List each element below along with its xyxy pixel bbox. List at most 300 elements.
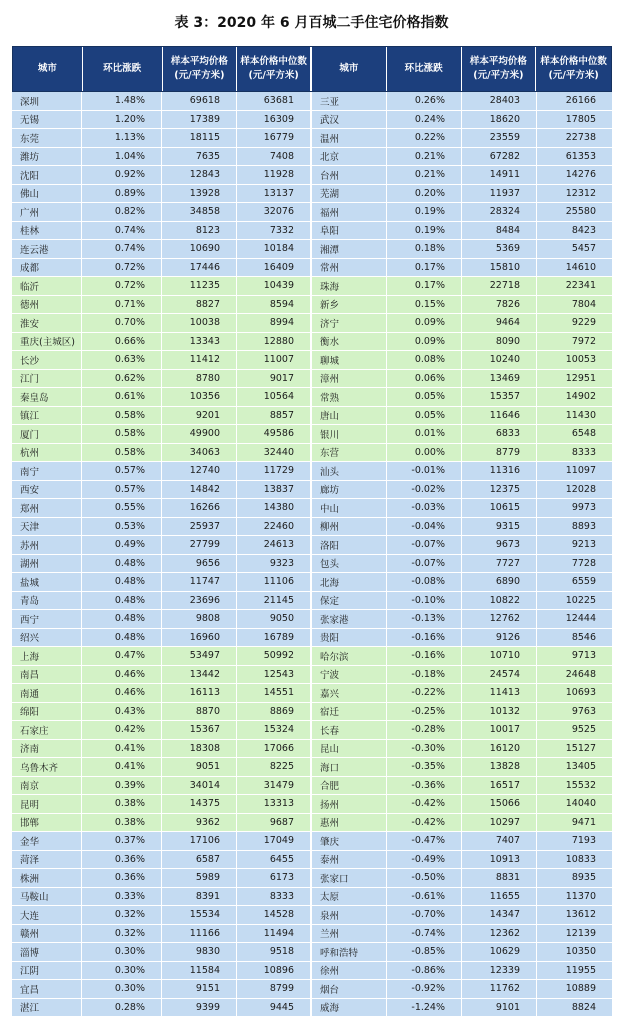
right-mom-change-cell: 0.05%	[387, 388, 462, 407]
right-mom-change-cell: 0.05%	[387, 407, 462, 426]
right-city-cell: 张家口	[312, 869, 387, 888]
table-row	[12, 647, 612, 666]
left-mom-change-cell: 0.37%	[82, 832, 162, 851]
left-avg-price-cell: 17389	[162, 111, 237, 130]
table-row	[12, 814, 612, 833]
right-median-price-cell: 7193	[537, 832, 612, 851]
right-median-price-cell: 14610	[537, 259, 612, 278]
right-mom-change-cell: 0.20%	[387, 185, 462, 204]
right-mom-change-cell: 0.21%	[387, 166, 462, 185]
right-city-cell: 包头	[312, 555, 387, 574]
right-avg-price-cell: 15357	[462, 388, 537, 407]
left-mom-change-cell: 0.57%	[82, 481, 162, 500]
right-avg-price-cell: 7407	[462, 832, 537, 851]
left-city-cell: 德州	[12, 296, 82, 315]
table-row	[12, 277, 612, 296]
left-avg-price-cell: 8391	[162, 888, 237, 907]
left-median-price-cell: 8799	[237, 980, 312, 999]
right-median-price-cell: 11430	[537, 407, 612, 426]
right-median-price-cell: 8546	[537, 629, 612, 648]
left-mom-change-cell: 0.92%	[82, 166, 162, 185]
left-city-cell: 江阴	[12, 962, 82, 981]
right-median-price-cell: 10889	[537, 980, 612, 999]
right-avg-price-cell: 12339	[462, 962, 537, 981]
table-row	[12, 166, 612, 185]
left-median-price-cell: 16409	[237, 259, 312, 278]
right-mom-change-cell: 0.21%	[387, 148, 462, 167]
right-mom-change-cell: -0.86%	[387, 962, 462, 981]
right-avg-price-cell: 9126	[462, 629, 537, 648]
left-median-price-cell: 16789	[237, 629, 312, 648]
right-mom-change-cell: -0.10%	[387, 592, 462, 611]
left-city-cell: 苏州	[12, 536, 82, 555]
right-mom-change-cell: 0.09%	[387, 333, 462, 352]
table-row	[12, 444, 612, 463]
right-median-price-cell: 11370	[537, 888, 612, 907]
table-row	[12, 925, 612, 944]
left-median-price-cell: 14528	[237, 906, 312, 925]
right-avg-price-cell: 28324	[462, 203, 537, 222]
right-median-price-cell: 14902	[537, 388, 612, 407]
right-avg-price-cell: 5369	[462, 240, 537, 259]
right-median-price-cell: 9525	[537, 721, 612, 740]
right-median-price-cell: 12312	[537, 185, 612, 204]
table-row	[12, 573, 612, 592]
left-median-price-cell: 11729	[237, 462, 312, 481]
right-city-cell: 张家港	[312, 610, 387, 629]
right-median-price-cell: 8935	[537, 869, 612, 888]
left-avg-price-cell: 53497	[162, 647, 237, 666]
right-avg-price-cell: 10017	[462, 721, 537, 740]
right-city-cell: 烟台	[312, 980, 387, 999]
left-median-price-cell: 11007	[237, 351, 312, 370]
right-median-price-cell: 8333	[537, 444, 612, 463]
left-mom-change-cell: 0.58%	[82, 425, 162, 444]
left-avg-price-cell: 15534	[162, 906, 237, 925]
table-row	[12, 388, 612, 407]
table-row	[12, 148, 612, 167]
right-mom-change-cell: -0.04%	[387, 518, 462, 537]
right-avg-price-cell: 11655	[462, 888, 537, 907]
right-mom-change-cell: -0.03%	[387, 499, 462, 518]
left-avg-price-cell: 12740	[162, 462, 237, 481]
header-mom-change-right: 环比涨跌	[387, 47, 462, 91]
left-city-cell: 西安	[12, 481, 82, 500]
right-median-price-cell: 9973	[537, 499, 612, 518]
right-mom-change-cell: -0.25%	[387, 703, 462, 722]
left-mom-change-cell: 0.42%	[82, 721, 162, 740]
right-median-price-cell: 22341	[537, 277, 612, 296]
left-city-cell: 无锡	[12, 111, 82, 130]
right-mom-change-cell: 0.19%	[387, 203, 462, 222]
right-city-cell: 聊城	[312, 351, 387, 370]
right-median-price-cell: 8893	[537, 518, 612, 537]
right-avg-price-cell: 14911	[462, 166, 537, 185]
left-median-price-cell: 24613	[237, 536, 312, 555]
right-city-cell: 徐州	[312, 962, 387, 981]
left-city-cell: 乌鲁木齐	[12, 758, 82, 777]
left-city-cell: 西宁	[12, 610, 82, 629]
right-avg-price-cell: 9464	[462, 314, 537, 333]
right-city-cell: 衡水	[312, 333, 387, 352]
right-median-price-cell: 15532	[537, 777, 612, 796]
header-avg-price: 样本平均价格 (元/平方米)	[163, 47, 238, 91]
left-median-price-cell: 7408	[237, 148, 312, 167]
left-mom-change-cell: 0.38%	[82, 814, 162, 833]
left-median-price-cell: 9518	[237, 943, 312, 962]
left-mom-change-cell: 0.48%	[82, 629, 162, 648]
right-city-cell: 兰州	[312, 925, 387, 944]
right-avg-price-cell: 7727	[462, 555, 537, 574]
left-city-cell: 临沂	[12, 277, 82, 296]
left-median-price-cell: 13837	[237, 481, 312, 500]
right-avg-price-cell: 10710	[462, 647, 537, 666]
right-avg-price-cell: 16120	[462, 740, 537, 759]
right-city-cell: 昆山	[312, 740, 387, 759]
right-mom-change-cell: 0.15%	[387, 296, 462, 315]
right-mom-change-cell: -0.42%	[387, 795, 462, 814]
right-city-cell: 常州	[312, 259, 387, 278]
right-median-price-cell: 9471	[537, 814, 612, 833]
right-mom-change-cell: -0.07%	[387, 536, 462, 555]
table-row	[12, 425, 612, 444]
table-row	[12, 536, 612, 555]
right-mom-change-cell: -0.01%	[387, 462, 462, 481]
right-median-price-cell: 10833	[537, 851, 612, 870]
right-city-cell: 新乡	[312, 296, 387, 315]
left-city-cell: 潍坊	[12, 148, 82, 167]
table-row	[12, 111, 612, 130]
right-median-price-cell: 25580	[537, 203, 612, 222]
left-mom-change-cell: 0.41%	[82, 740, 162, 759]
right-city-cell: 廊坊	[312, 481, 387, 500]
left-mom-change-cell: 0.70%	[82, 314, 162, 333]
table-row	[12, 185, 612, 204]
left-city-cell: 金华	[12, 832, 82, 851]
left-mom-change-cell: 0.62%	[82, 370, 162, 389]
left-median-price-cell: 9017	[237, 370, 312, 389]
left-mom-change-cell: 0.41%	[82, 758, 162, 777]
left-avg-price-cell: 34063	[162, 444, 237, 463]
right-avg-price-cell: 13469	[462, 370, 537, 389]
right-median-price-cell: 15127	[537, 740, 612, 759]
table-row	[12, 129, 612, 148]
left-median-price-cell: 6173	[237, 869, 312, 888]
left-mom-change-cell: 1.04%	[82, 148, 162, 167]
left-mom-change-cell: 0.36%	[82, 851, 162, 870]
left-mom-change-cell: 0.49%	[82, 536, 162, 555]
table-row	[12, 703, 612, 722]
left-avg-price-cell: 11166	[162, 925, 237, 944]
left-mom-change-cell: 0.48%	[82, 573, 162, 592]
left-avg-price-cell: 9656	[162, 555, 237, 574]
left-median-price-cell: 8857	[237, 407, 312, 426]
left-city-cell: 赣州	[12, 925, 82, 944]
left-avg-price-cell: 13442	[162, 666, 237, 685]
right-city-cell: 嘉兴	[312, 684, 387, 703]
table-row	[12, 851, 612, 870]
left-median-price-cell: 7332	[237, 222, 312, 241]
left-mom-change-cell: 0.71%	[82, 296, 162, 315]
left-city-cell: 重庆(主城区)	[12, 333, 82, 352]
left-mom-change-cell: 0.74%	[82, 240, 162, 259]
left-city-cell: 绵阳	[12, 703, 82, 722]
right-median-price-cell: 10350	[537, 943, 612, 962]
right-mom-change-cell: -0.47%	[387, 832, 462, 851]
right-mom-change-cell: -0.22%	[387, 684, 462, 703]
right-median-price-cell: 13612	[537, 906, 612, 925]
left-city-cell: 盐城	[12, 573, 82, 592]
left-mom-change-cell: 0.32%	[82, 925, 162, 944]
left-city-cell: 镇江	[12, 407, 82, 426]
left-mom-change-cell: 1.20%	[82, 111, 162, 130]
left-city-cell: 石家庄	[12, 721, 82, 740]
right-median-price-cell: 11097	[537, 462, 612, 481]
right-avg-price-cell: 11937	[462, 185, 537, 204]
left-median-price-cell: 31479	[237, 777, 312, 796]
table-row	[12, 592, 612, 611]
right-mom-change-cell: -0.49%	[387, 851, 462, 870]
left-median-price-cell: 8994	[237, 314, 312, 333]
right-avg-price-cell: 10132	[462, 703, 537, 722]
table-row	[12, 240, 612, 259]
right-avg-price-cell: 8090	[462, 333, 537, 352]
left-avg-price-cell: 10356	[162, 388, 237, 407]
left-mom-change-cell: 0.28%	[82, 999, 162, 1017]
right-city-cell: 三亚	[312, 92, 387, 111]
left-median-price-cell: 32076	[237, 203, 312, 222]
right-city-cell: 海口	[312, 758, 387, 777]
right-avg-price-cell: 9673	[462, 536, 537, 555]
right-avg-price-cell: 18620	[462, 111, 537, 130]
left-avg-price-cell: 9201	[162, 407, 237, 426]
right-avg-price-cell: 8831	[462, 869, 537, 888]
left-avg-price-cell: 69618	[162, 92, 237, 111]
table-title: 表 3：2020 年 6 月百城二手住宅价格指数	[0, 0, 623, 46]
right-median-price-cell: 10225	[537, 592, 612, 611]
left-mom-change-cell: 0.30%	[82, 943, 162, 962]
left-city-cell: 深圳	[12, 92, 82, 111]
right-avg-price-cell: 9101	[462, 999, 537, 1017]
right-median-price-cell: 7728	[537, 555, 612, 574]
left-median-price-cell: 9687	[237, 814, 312, 833]
table-row	[12, 795, 612, 814]
right-avg-price-cell: 10913	[462, 851, 537, 870]
left-mom-change-cell: 0.82%	[82, 203, 162, 222]
left-median-price-cell: 15324	[237, 721, 312, 740]
left-avg-price-cell: 11747	[162, 573, 237, 592]
left-city-cell: 邯郸	[12, 814, 82, 833]
left-avg-price-cell: 16113	[162, 684, 237, 703]
left-mom-change-cell: 0.58%	[82, 444, 162, 463]
right-city-cell: 扬州	[312, 795, 387, 814]
table-row	[12, 777, 612, 796]
left-avg-price-cell: 17106	[162, 832, 237, 851]
left-avg-price-cell: 23696	[162, 592, 237, 611]
right-mom-change-cell: 0.19%	[387, 222, 462, 241]
right-city-cell: 合肥	[312, 777, 387, 796]
right-avg-price-cell: 7826	[462, 296, 537, 315]
left-median-price-cell: 13137	[237, 185, 312, 204]
left-median-price-cell: 12880	[237, 333, 312, 352]
right-city-cell: 呼和浩特	[312, 943, 387, 962]
left-median-price-cell: 9050	[237, 610, 312, 629]
table-row	[12, 721, 612, 740]
right-mom-change-cell: -0.16%	[387, 629, 462, 648]
right-median-price-cell: 12139	[537, 925, 612, 944]
right-mom-change-cell: 0.08%	[387, 351, 462, 370]
right-city-cell: 济宁	[312, 314, 387, 333]
right-city-cell: 常熟	[312, 388, 387, 407]
right-mom-change-cell: -0.07%	[387, 555, 462, 574]
left-avg-price-cell: 17446	[162, 259, 237, 278]
right-median-price-cell: 8423	[537, 222, 612, 241]
left-avg-price-cell: 9830	[162, 943, 237, 962]
right-mom-change-cell: -0.35%	[387, 758, 462, 777]
left-median-price-cell: 9445	[237, 999, 312, 1017]
table-row	[12, 259, 612, 278]
table-row	[12, 555, 612, 574]
right-city-cell: 中山	[312, 499, 387, 518]
table-row	[12, 962, 612, 981]
left-city-cell: 南通	[12, 684, 82, 703]
left-mom-change-cell: 0.32%	[82, 906, 162, 925]
left-avg-price-cell: 5989	[162, 869, 237, 888]
right-avg-price-cell: 8779	[462, 444, 537, 463]
right-avg-price-cell: 15810	[462, 259, 537, 278]
right-avg-price-cell: 22718	[462, 277, 537, 296]
table-row	[12, 333, 612, 352]
left-avg-price-cell: 34014	[162, 777, 237, 796]
left-mom-change-cell: 0.46%	[82, 666, 162, 685]
left-mom-change-cell: 0.57%	[82, 462, 162, 481]
table-row	[12, 92, 612, 111]
left-avg-price-cell: 8827	[162, 296, 237, 315]
left-city-cell: 南宁	[12, 462, 82, 481]
left-mom-change-cell: 0.72%	[82, 259, 162, 278]
left-avg-price-cell: 49900	[162, 425, 237, 444]
right-city-cell: 漳州	[312, 370, 387, 389]
left-mom-change-cell: 0.61%	[82, 388, 162, 407]
right-median-price-cell: 22738	[537, 129, 612, 148]
left-avg-price-cell: 25937	[162, 518, 237, 537]
left-median-price-cell: 10564	[237, 388, 312, 407]
right-city-cell: 北海	[312, 573, 387, 592]
right-avg-price-cell: 11646	[462, 407, 537, 426]
left-city-cell: 南京	[12, 777, 82, 796]
left-median-price-cell: 11928	[237, 166, 312, 185]
left-city-cell: 杭州	[12, 444, 82, 463]
header-city-right: 城市	[312, 47, 387, 91]
right-city-cell: 柳州	[312, 518, 387, 537]
right-city-cell: 珠海	[312, 277, 387, 296]
left-avg-price-cell: 8870	[162, 703, 237, 722]
left-median-price-cell: 8869	[237, 703, 312, 722]
left-mom-change-cell: 0.46%	[82, 684, 162, 703]
left-city-cell: 湖州	[12, 555, 82, 574]
left-median-price-cell: 21145	[237, 592, 312, 611]
right-avg-price-cell: 9315	[462, 518, 537, 537]
left-median-price-cell: 22460	[237, 518, 312, 537]
right-city-cell: 泉州	[312, 906, 387, 925]
left-mom-change-cell: 0.30%	[82, 980, 162, 999]
right-median-price-cell: 10693	[537, 684, 612, 703]
right-median-price-cell: 9713	[537, 647, 612, 666]
right-median-price-cell: 10053	[537, 351, 612, 370]
right-mom-change-cell: -0.92%	[387, 980, 462, 999]
left-mom-change-cell: 0.47%	[82, 647, 162, 666]
right-mom-change-cell: -0.50%	[387, 869, 462, 888]
left-mom-change-cell: 0.43%	[82, 703, 162, 722]
right-avg-price-cell: 8484	[462, 222, 537, 241]
right-avg-price-cell: 6833	[462, 425, 537, 444]
left-mom-change-cell: 1.13%	[82, 129, 162, 148]
table-row	[12, 629, 612, 648]
right-mom-change-cell: -0.42%	[387, 814, 462, 833]
left-mom-change-cell: 0.33%	[82, 888, 162, 907]
left-avg-price-cell: 34858	[162, 203, 237, 222]
left-city-cell: 大连	[12, 906, 82, 925]
left-city-cell: 湛江	[12, 999, 82, 1017]
right-avg-price-cell: 15066	[462, 795, 537, 814]
left-mom-change-cell: 0.63%	[82, 351, 162, 370]
left-mom-change-cell: 0.30%	[82, 962, 162, 981]
left-city-cell: 桂林	[12, 222, 82, 241]
right-avg-price-cell: 14347	[462, 906, 537, 925]
table-row	[12, 943, 612, 962]
right-mom-change-cell: 0.17%	[387, 277, 462, 296]
table-row	[12, 370, 612, 389]
table-body	[12, 92, 612, 1017]
right-avg-price-cell: 28403	[462, 92, 537, 111]
left-median-price-cell: 8333	[237, 888, 312, 907]
table-row	[12, 407, 612, 426]
header-median-price-right: 样本价格中位数 (元/平方米)	[536, 47, 611, 91]
table-row	[12, 481, 612, 500]
left-avg-price-cell: 12843	[162, 166, 237, 185]
right-median-price-cell: 5457	[537, 240, 612, 259]
right-median-price-cell: 9229	[537, 314, 612, 333]
left-city-cell: 天津	[12, 518, 82, 537]
left-city-cell: 郑州	[12, 499, 82, 518]
right-mom-change-cell: 0.22%	[387, 129, 462, 148]
left-mom-change-cell: 0.36%	[82, 869, 162, 888]
right-median-price-cell: 12028	[537, 481, 612, 500]
right-mom-change-cell: 0.18%	[387, 240, 462, 259]
table-row	[12, 906, 612, 925]
right-avg-price-cell: 16517	[462, 777, 537, 796]
right-avg-price-cell: 12375	[462, 481, 537, 500]
right-mom-change-cell: -0.28%	[387, 721, 462, 740]
left-avg-price-cell: 10690	[162, 240, 237, 259]
right-city-cell: 汕头	[312, 462, 387, 481]
left-avg-price-cell: 11412	[162, 351, 237, 370]
right-city-cell: 福州	[312, 203, 387, 222]
left-median-price-cell: 16309	[237, 111, 312, 130]
left-avg-price-cell: 16960	[162, 629, 237, 648]
left-avg-price-cell: 9151	[162, 980, 237, 999]
header-mom-change: 环比涨跌	[83, 47, 163, 91]
table-row	[12, 999, 612, 1017]
right-city-cell: 北京	[312, 148, 387, 167]
right-mom-change-cell: 0.26%	[387, 92, 462, 111]
left-avg-price-cell: 16266	[162, 499, 237, 518]
right-avg-price-cell: 10629	[462, 943, 537, 962]
right-mom-change-cell: 0.17%	[387, 259, 462, 278]
left-city-cell: 淄博	[12, 943, 82, 962]
left-median-price-cell: 12543	[237, 666, 312, 685]
left-mom-change-cell: 0.48%	[82, 555, 162, 574]
